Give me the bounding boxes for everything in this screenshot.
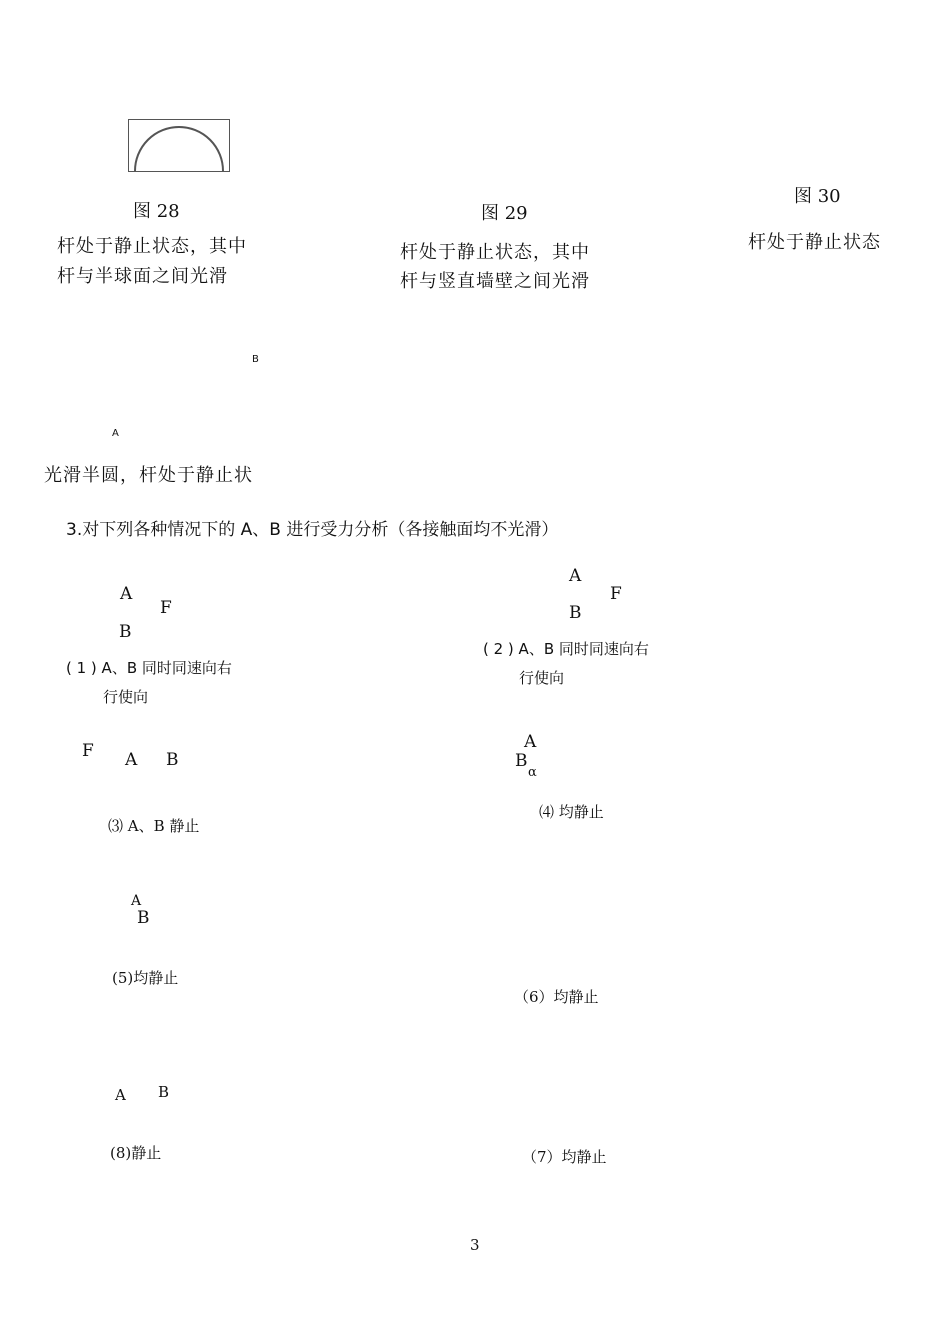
case5-label-b: B <box>137 908 150 928</box>
fig29-caption: 图 29 <box>481 203 528 224</box>
section3-heading: 3.对下列各种情况下的 A、B 进行受力分析（各接触面均不光滑） <box>66 520 559 540</box>
case8-caption: (8)静止 <box>110 1144 162 1162</box>
case2-label-a: A <box>569 566 582 586</box>
case2-label-f: F <box>610 584 622 604</box>
case2-caption-line2: 行使向 <box>519 669 565 687</box>
case8-label-a: A <box>115 1086 126 1104</box>
fig28-semicircle-box <box>128 119 230 172</box>
case3-label-b: B <box>166 750 179 770</box>
fig30-desc: 杆处于静止状态 <box>748 232 881 253</box>
fig28-desc-line1: 杆处于静止状态，其中 <box>57 236 247 257</box>
semicircle-icon <box>129 120 229 171</box>
label-b: B <box>252 354 259 365</box>
case1-label-b: B <box>119 622 132 642</box>
case3-label-a: A <box>125 750 138 770</box>
case3-label-f: F <box>82 741 94 761</box>
semicircle-caption: 光滑半圆，杆处于静止状 <box>44 465 253 486</box>
case1-caption-line2: 行使向 <box>103 688 149 706</box>
case5-caption: (5)均静止 <box>112 969 179 987</box>
fig28-caption: 图 28 <box>133 201 180 222</box>
fig29-desc-line1: 杆处于静止状态，其中 <box>400 242 590 263</box>
case4-alpha: α <box>528 765 537 780</box>
case1-caption-line1: ( 1 ) A、B 同时同速向右 <box>66 659 232 677</box>
case1-label-f: F <box>160 598 172 618</box>
label-a: A <box>112 428 119 439</box>
fig28-desc-line2: 杆与半球面之间光滑 <box>57 266 228 287</box>
case5-label-a: A <box>131 893 142 909</box>
case4-label-b: B <box>515 751 528 771</box>
case3-caption: ⑶ A、B 静止 <box>108 817 200 835</box>
case2-caption-line1: ( 2 ) A、B 同时同速向右 <box>483 640 649 658</box>
fig30-caption: 图 30 <box>794 186 841 207</box>
case4-label-a: A <box>524 732 537 752</box>
fig29-desc-line2: 杆与竖直墙壁之间光滑 <box>400 271 590 292</box>
case7-caption: （7）均静止 <box>522 1148 607 1166</box>
page-number: 3 <box>470 1236 480 1254</box>
case8-label-b: B <box>158 1083 170 1101</box>
case2-label-b: B <box>569 603 582 623</box>
case6-caption: （6）均静止 <box>514 988 599 1006</box>
case1-label-a: A <box>120 584 133 604</box>
case4-caption: ⑷ 均静止 <box>539 803 604 821</box>
